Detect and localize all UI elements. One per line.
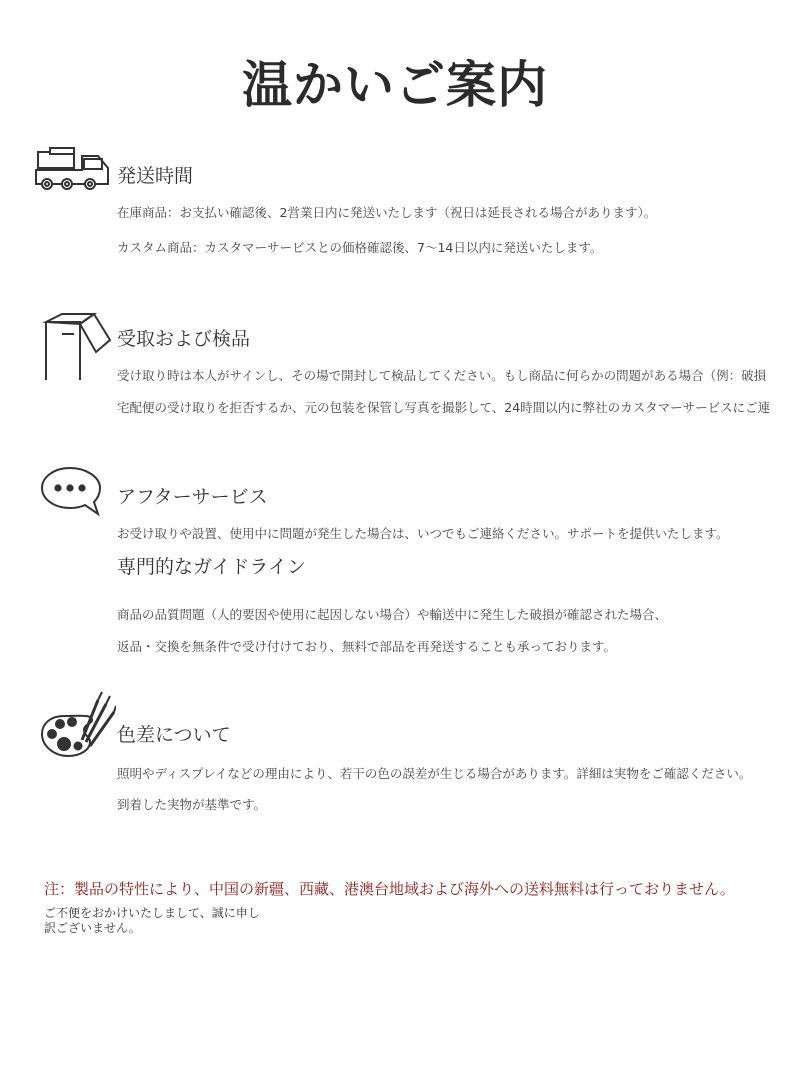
palette-icon: [40, 690, 116, 760]
guideline-line-1: 商品の品質問題（人的要因や使用に起因しない場合）や輸送中に発生した破損が確認された場合、: [117, 607, 668, 622]
color-line-1: 照明やディスプレイなどの理由により、若干の色の誤差が生じる場合があります。詳細は実物をご確認ください。: [117, 766, 752, 781]
shipping-heading: 発送時間: [117, 165, 194, 187]
apology-line-2: 訳ございません。: [44, 921, 141, 935]
color-heading: 色差について: [117, 724, 231, 746]
after-service-heading: アフターサービス: [117, 486, 268, 508]
after-service-line-1: お受け取りや設置、使用中に問題が発生した場合は、いつでもご連絡ください。サポートを提供いたします。: [117, 526, 729, 541]
speech-bubble-icon: [40, 466, 102, 518]
receiving-heading: 受取および検品: [117, 328, 251, 350]
color-line-2: 到着した実物が基準です。: [117, 797, 267, 812]
shipping-restriction-note: 注：製品の特性により、中国の新疆、西藏、港澳台地域および海外への送料無料は行っておりません。: [44, 880, 735, 898]
truck-icon: [34, 146, 114, 194]
apology-note: [44, 906, 274, 936]
guideline-heading: 専門的なガイドライン: [117, 556, 306, 578]
shipping-line-1: 在庫商品：お支払い確認後、2営業日内に発送いたします（祝日は延長される場合があります）。: [117, 205, 657, 220]
shipping-line-2: カスタム商品：カスタマーサービスとの価格確認後、7〜14日以内に発送いたします。: [117, 240, 603, 255]
apology-line-1: ご不便をおかけいたしまして、誠に申し: [44, 906, 260, 920]
receiving-line-2: 宅配便の受け取りを拒否するか、元の包装を保管し写真を撮影して、24時間以内に弊社のカスタマーサービスにご連: [117, 400, 771, 415]
page-title: 温かいご案内: [242, 56, 548, 114]
box-icon: [40, 312, 114, 382]
receiving-line-1: 受け取り時は本人がサインし、その場で開封して検品してください。もし商品に何らかの問題がある場合（例：破損: [117, 368, 767, 383]
guideline-line-2: 返品・交換を無条件で受け付けており、無料で部品を再発送することも承っております。: [117, 639, 617, 654]
